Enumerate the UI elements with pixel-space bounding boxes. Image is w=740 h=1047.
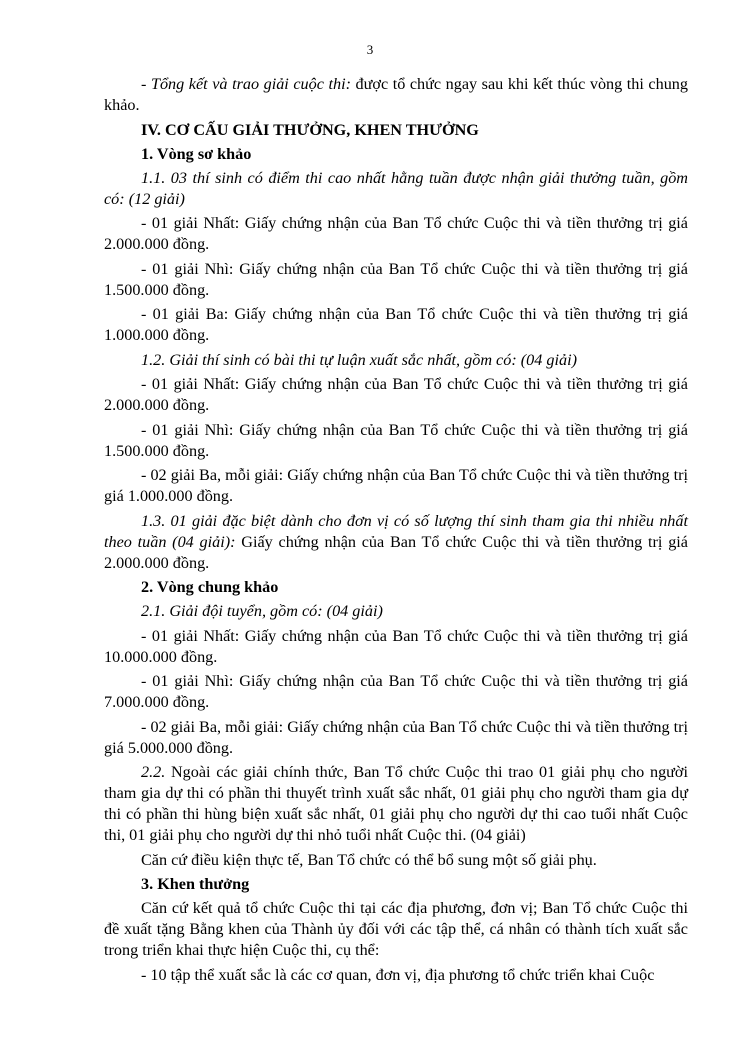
paragraph-summary-award: [104, 74, 688, 116]
italic-lead: - Tổng kết và trao giải cuộc thi:: [141, 75, 351, 93]
list-item: - 01 giải Nhì: Giấy chứng nhận của Ban Tổ chức Cuộc thi và tiền thưởng trị giá 1.500.000 đồng.: [104, 420, 688, 460]
list-item: - 10 tập thể xuất sắc là các cơ quan, đơn vị, địa phương tổ chức triển khai Cuộc: [141, 965, 655, 984]
list-item: - 01 giải Nhì: Giấy chứng nhận của Ban Tổ chức Cuộc thi và tiền thưởng trị giá 7.000.000 đồng.: [104, 672, 688, 711]
paragraph: Căn cứ kết quả tổ chức Cuộc thi tại các địa phương, đơn vị; Ban Tổ chức Cuộc thi đề xuất tặng Bằng khen của Thành ủy đối với các tập thể, cá nhân có thành tích xuất sắc trong triển khai thực hiện Cuộc thi, cụ thể:: [104, 899, 688, 959]
list-item: - 01 giải Nhì: Giấy chứng nhận của Ban Tổ chức Cuộc thi và tiền thưởng trị giá 1.500.000 đồng.: [104, 259, 688, 299]
page-number: 3: [366, 42, 374, 57]
subsection-heading: 1. Vòng sơ khảo: [141, 144, 252, 163]
side-awards-paragraph: [104, 762, 688, 846]
paragraph-text: Giấy chứng nhận của Ban Tổ chức Cuộc thi và tiền thưởng trị giá 2.000.000 đồng.: [104, 532, 688, 572]
document-body: [104, 74, 688, 989]
subsection-heading: 3. Khen thưởng: [141, 875, 250, 893]
italic-subheading: 1.1. 03 thí sinh có điểm thi cao nhất hằng tuần được nhận giải thưởng tuần, gồm có: (12 giải): [104, 168, 688, 208]
list-item: - 02 giải Ba, mỗi giải: Giấy chứng nhận của Ban Tổ chức Cuộc thi và tiền thưởng trị giá 5.000.000 đồng.: [104, 717, 688, 757]
list-item: - 01 giải Nhất: Giấy chứng nhận của Ban Tổ chức Cuộc thi và tiền thưởng trị giá 10.000.000 đồng.: [104, 626, 688, 666]
paragraph-text: Ngoài các giải chính thức, Ban Tổ chức Cuộc thi trao 01 giải phụ cho người tham gia dự thi có phần thi thuyết trình xuất sắc nhất, 01 giải phụ cho người tham gia dự thi có phần thi hùng biện xuất sắc nhất, 01 giải phụ cho người dự thi cao tuổi nhất Cuộc thi, 01 giải phụ cho người dự thi nhỏ tuổi nhất Cuộc thi. (04 giải): [104, 763, 688, 844]
italic-subheading: 2.1. Giải đội tuyển, gồm có: (04 giải): [141, 602, 383, 620]
paragraph: Căn cứ điều kiện thực tế, Ban Tổ chức có thể bổ sung một số giải phụ.: [141, 850, 597, 869]
list-item: - 01 giải Nhất: Giấy chứng nhận của Ban Tổ chức Cuộc thi và tiền thưởng trị giá 2.000.000 đồng.: [104, 214, 688, 253]
italic-subheading: 1.2. Giải thí sinh có bài thi tự luận xuất sắc nhất, gồm có: (04 giải): [141, 350, 577, 369]
subsection-heading: 2. Vòng chung khảo: [141, 578, 279, 596]
list-item: - 01 giải Nhất: Giấy chứng nhận của Ban Tổ chức Cuộc thi và tiền thưởng trị giá 2.000.000 đồng.: [104, 375, 688, 414]
italic-lead: 1.3. 01 giải đặc biệt dành cho đơn vị có số lượng thí sinh tham gia thi nhiều nhất theo tuần (04 giải):: [104, 511, 688, 551]
italic-lead: 2.2.: [141, 763, 166, 781]
section-heading: IV. CƠ CẤU GIẢI THƯỞNG, KHEN THƯỞNG: [141, 120, 479, 139]
list-item: - 02 giải Ba, mỗi giải: Giấy chứng nhận của Ban Tổ chức Cuộc thi và tiền thưởng trị giá 1.000.000 đồng.: [104, 466, 688, 505]
list-item: - 01 giải Ba: Giấy chứng nhận của Ban Tổ chức Cuộc thi và tiền thưởng trị giá 1.000.000 đồng.: [104, 305, 688, 344]
special-award-paragraph: [104, 511, 688, 574]
paragraph-text: được tổ chức ngay sau khi kết thúc vòng thi chung khảo.: [104, 75, 688, 114]
